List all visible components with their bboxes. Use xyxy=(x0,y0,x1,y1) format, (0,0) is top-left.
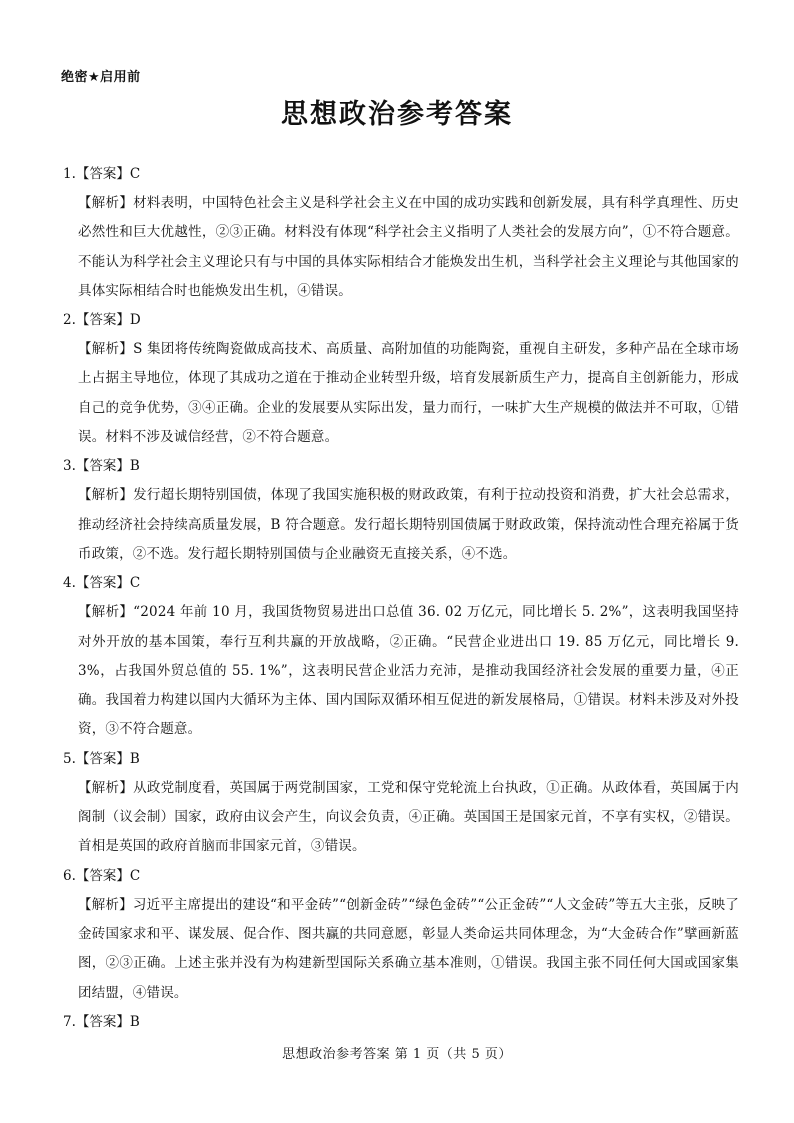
question-item xyxy=(61,569,739,744)
question-item xyxy=(61,862,739,1008)
answer-line: 5.【答案】B xyxy=(63,750,140,767)
explanation: 【解析】材料表明，中国特色社会主义是科学社会主义在中国的成功实践和创新发展，具有科学真理性、历史必然性和巨大优越性，②③正确。材料没有体现“科学社会主义指明了人类社会的发展方向”，①不符合题意。不能认为科学社会主义理论只有与中国的具体实际相结合才能焕发出生机，当科学社会主义理论与其他国家的具体实际相结合时也能焕发出生机，④错误。 xyxy=(78,195,739,299)
question-item xyxy=(61,306,739,452)
explanation: 【解析】“2024 年前 10 月，我国货物贸易进出口总值 36. 02 万亿元，同比增长 5. 2%”，这表明我国坚持对外开放的基本国策，奉行互利共赢的开放战略，②正确。“民营企业进出口 19. 85 万亿元，同比增长 9. 3%，占我国外贸总值的 55. 1%”，这表明民营企业活力充沛，是推动我国经济社会发展的重要力量，④正确。我国着力构建以国内大循环为主体、国内国际双循环相互促进的新发展格局，①错误。材料未涉及对外投资，③不符合题意。 xyxy=(78,604,739,738)
question-item xyxy=(61,452,739,569)
question-item xyxy=(61,1008,739,1037)
explanation: 【解析】S 集团将传统陶瓷做成高技术、高质量、高附加值的功能陶瓷，重视自主研发，多种产品在全球市场上占据主导地位，体现了其成功之道在于推动企业转型升级，培育发展新质生产力，提高自主创新能力，形成自己的竞争优势，③④正确。企业的发展要从实际出发，量力而行，一味扩大生产规模的做法并不可取，①错误。材料不涉及诚信经营，②不符合题意。 xyxy=(78,341,739,446)
answer-line: 3.【答案】B xyxy=(63,458,140,475)
explanation: 【解析】从政党制度看，英国属于两党制国家，工党和保守党轮流上台执政，①正确。从政体看，英国属于内阁制（议会制）国家，政府由议会产生，向议会负责，④正确。英国国王是国家元首，不享有实权，②错误。首相是英国的政府首脑而非国家元首，③错误。 xyxy=(78,779,739,855)
answer-line: 1.【答案】C xyxy=(63,166,141,182)
answer-line: 7.【答案】B xyxy=(63,1013,140,1030)
question-item xyxy=(61,160,739,306)
page-title: 思想政治参考答案 xyxy=(281,99,513,130)
explanation: 【解析】发行超长期特别国债，体现了我国实施积极的财政政策，有利于拉动投资和消费，扩大社会总需求，推动经济社会持续高质量发展，B 符合题意。发行超长期特别国债属于财政政策，保持流动性合理充裕属于货币政策，②不选。发行超长期特别国债与企业融资无直接关系，④不选。 xyxy=(78,487,739,562)
answer-line: 6.【答案】C xyxy=(63,867,141,884)
answer-list xyxy=(61,160,739,1037)
secret-mark: 绝密★启用前 xyxy=(61,70,141,85)
question-item xyxy=(61,745,739,862)
answer-line: 2.【答案】D xyxy=(63,312,141,329)
explanation: 【解析】习近平主席提出的建设“和平金砖”“创新金砖”“绿色金砖”“公正金砖”“人文金砖”等五大主张，反映了金砖国家求和平、谋发展、促合作、图共赢的共同意愿，彰显人类命运共同体理念，为“大金砖合作”擘画新蓝图，②③正确。上述主张并没有为构建新型国际关系确立基本准则，①错误。我国主张不同任何大国或国家集团结盟，④错误。 xyxy=(78,896,739,1001)
page-footer: 思想政治参考答案 第 1 页（共 5 页） xyxy=(282,1047,512,1062)
answer-line: 4.【答案】C xyxy=(63,575,141,592)
